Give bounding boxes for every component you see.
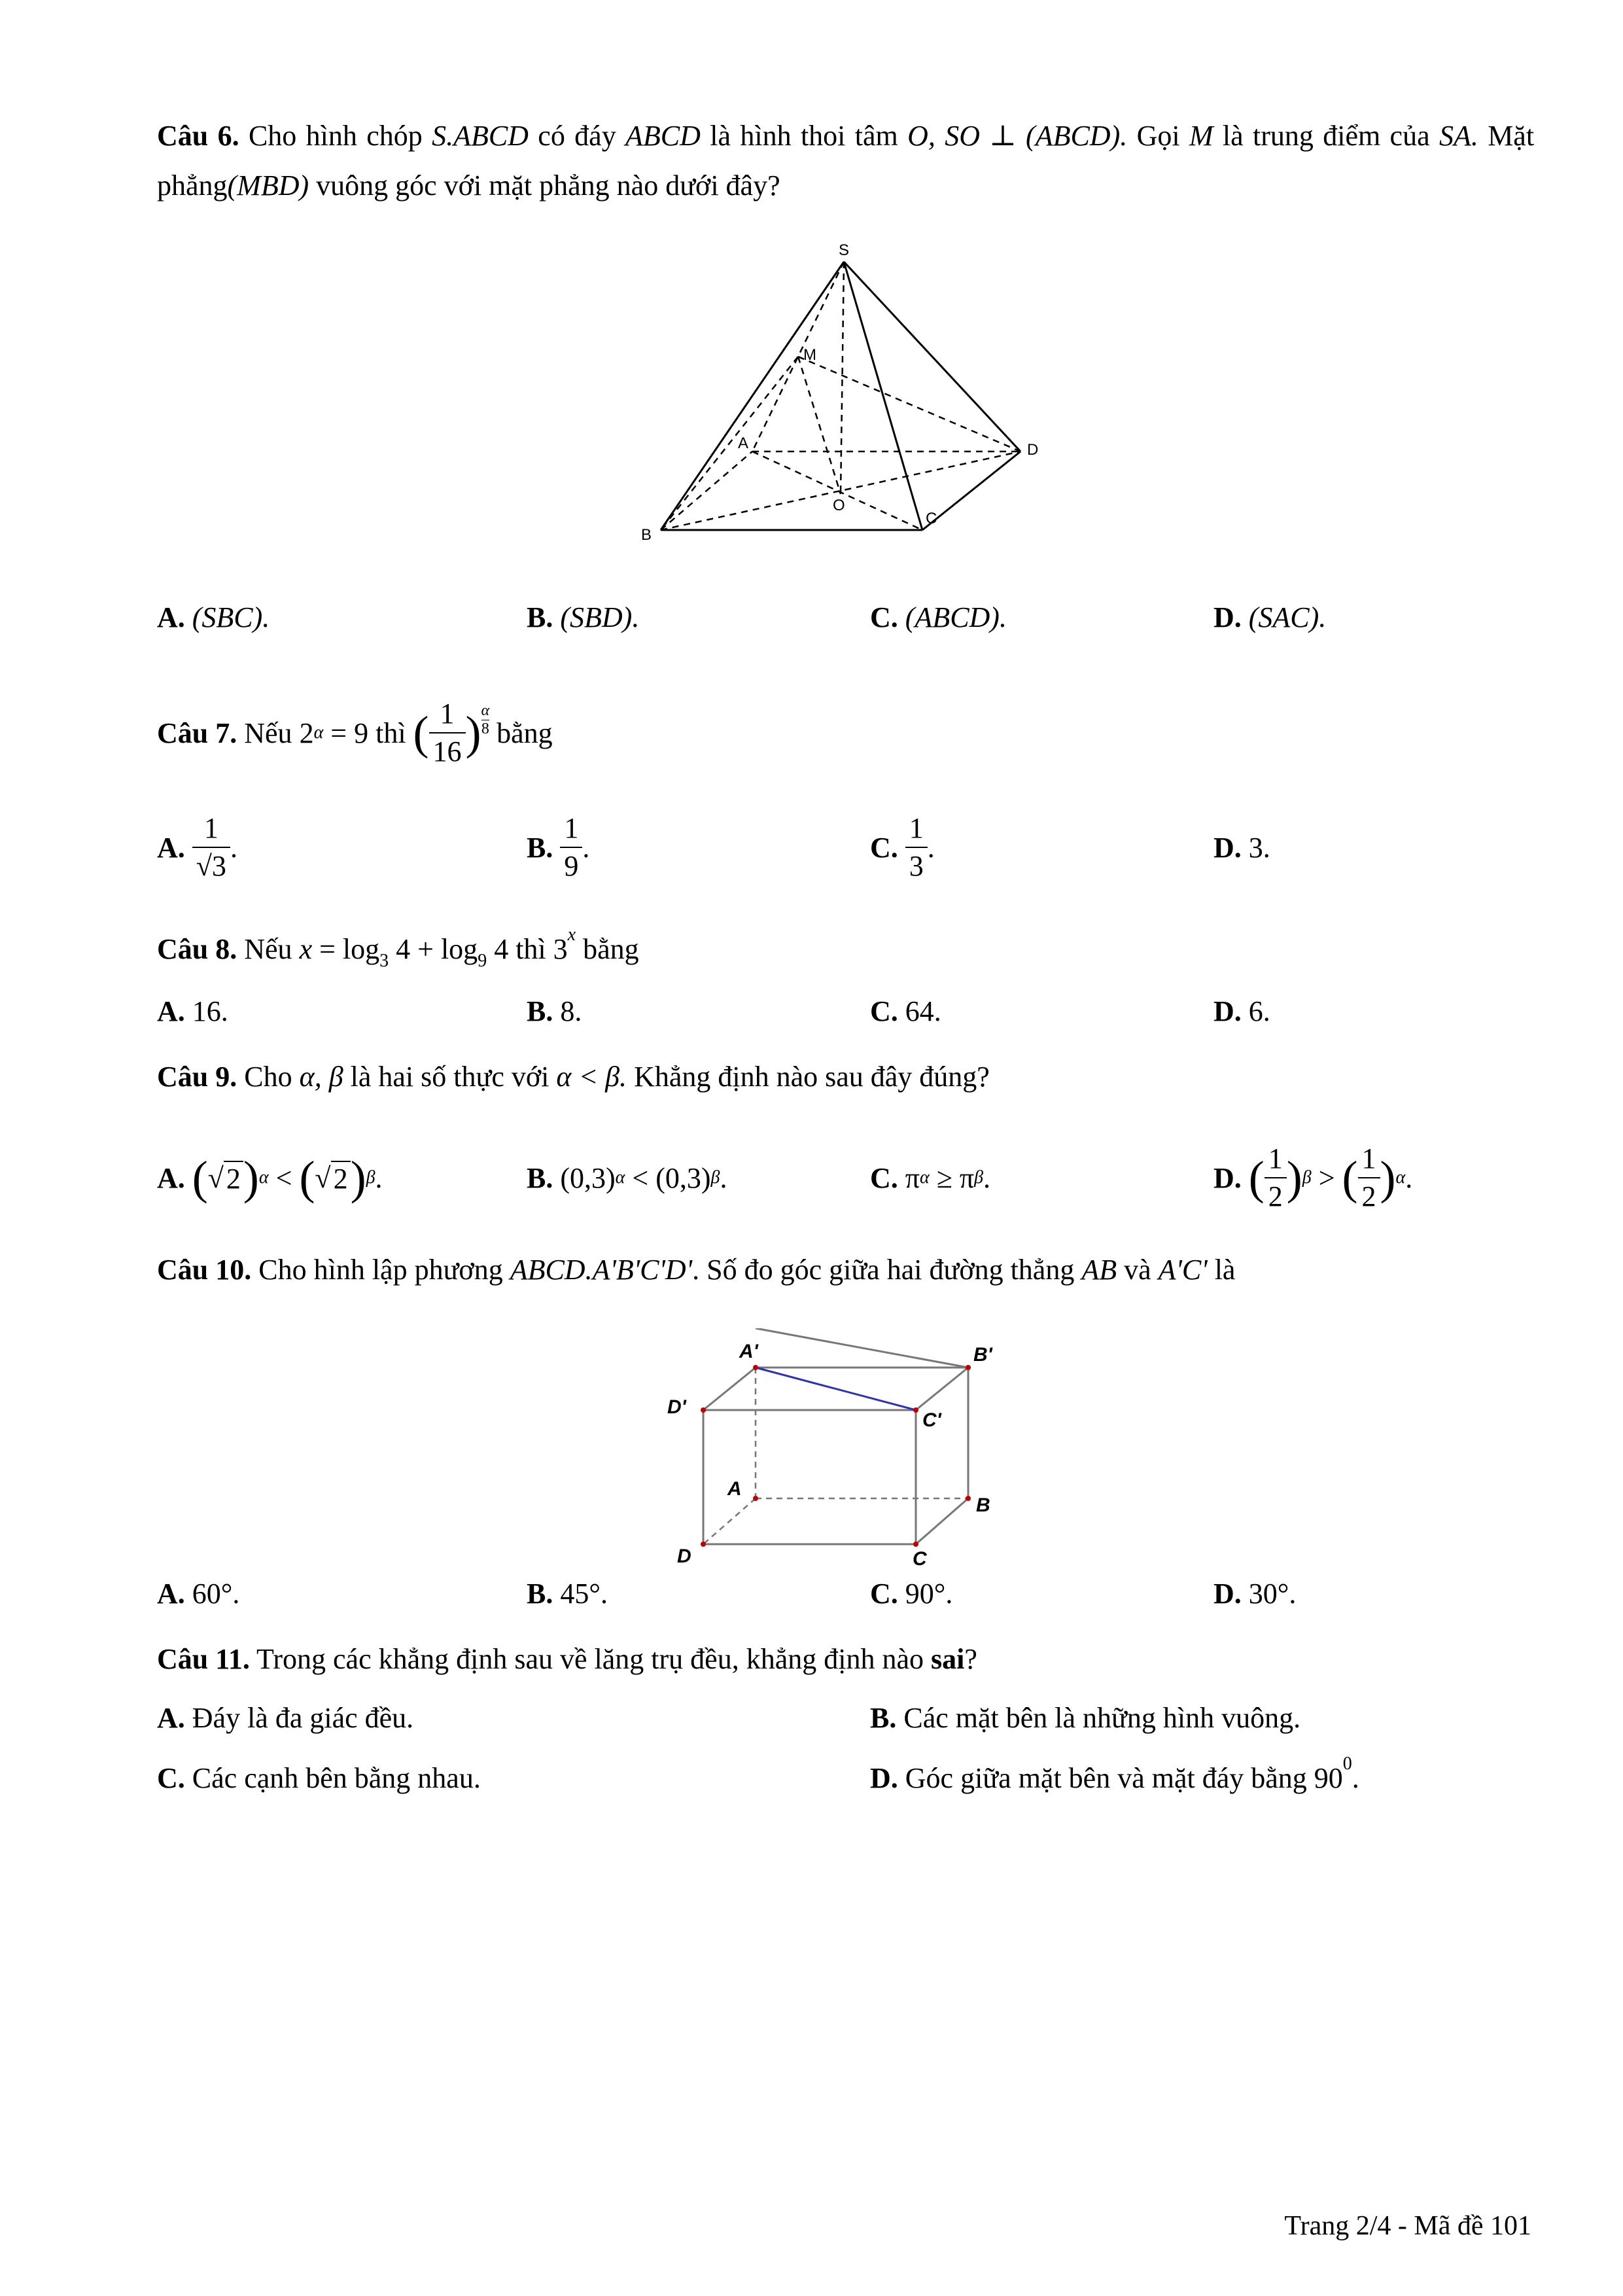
q9-option-a[interactable]: A. ( √ 2 ) α < ( √ 2 ) β . xyxy=(157,1152,383,1204)
option-fraction xyxy=(192,814,230,881)
q6-option-d[interactable] xyxy=(1213,601,1326,634)
option-tail: . xyxy=(983,1161,991,1194)
exp-num: α xyxy=(481,701,490,719)
q6-math: ABCD xyxy=(625,120,701,152)
option-text: (ABCD). xyxy=(905,601,1007,633)
option-label: B. xyxy=(527,1161,553,1194)
option-text: 16. xyxy=(192,995,228,1027)
q10-option-b[interactable] xyxy=(527,1577,608,1610)
pyramid-figure xyxy=(628,236,1060,550)
label-B-prime: B' xyxy=(973,1344,992,1366)
q9-math: π xyxy=(905,1161,920,1194)
option-label: C. xyxy=(870,1161,898,1194)
frac-den: 9 xyxy=(564,850,579,882)
q10-text: là xyxy=(1214,1254,1236,1286)
label-D: D xyxy=(1027,441,1039,459)
option-text: (SBD). xyxy=(560,601,640,633)
option-text: Đáy là đa giác đều. xyxy=(192,1702,414,1734)
option-text: 30°. xyxy=(1248,1578,1297,1610)
question-8-stem xyxy=(157,925,639,971)
sqrt-radicand: 2 xyxy=(331,1161,351,1195)
q8-text: thì xyxy=(515,933,546,965)
q8-sub: 3 xyxy=(379,951,389,971)
page-footer: Trang 2/4 - Mã đề 101 xyxy=(1284,2211,1531,2241)
q9-option-b[interactable]: B. (0,3) α < (0,3) β . xyxy=(527,1161,727,1194)
q6-text: có đáy xyxy=(538,120,616,152)
option-label: C. xyxy=(870,601,898,633)
q7-text: Nếu xyxy=(244,716,292,749)
option-tail: . xyxy=(582,831,590,864)
q6-math: S.ABCD xyxy=(432,120,529,152)
q6-math: SO xyxy=(945,120,980,152)
q8-option-a[interactable] xyxy=(157,995,228,1028)
q6-text: là trung điểm của xyxy=(1222,120,1430,152)
question-9-label: Câu 9. xyxy=(157,1061,237,1093)
label-A: A xyxy=(727,1478,742,1500)
q11-text: ? xyxy=(964,1643,977,1675)
option-label: B. xyxy=(527,995,553,1027)
q6-math: (MBD) xyxy=(227,169,309,202)
question-6-stem xyxy=(157,111,1534,211)
frac-num: 1 xyxy=(1358,1144,1380,1178)
option-label: D. xyxy=(1213,995,1242,1027)
option-label: A. xyxy=(157,601,185,633)
q9-text: là hai số thực với xyxy=(350,1061,550,1093)
option-text: Góc giữa mặt bên và mặt đáy bằng xyxy=(905,1762,1307,1794)
q11-option-c[interactable] xyxy=(157,1761,481,1795)
q6-text: Gọi xyxy=(1136,120,1180,152)
q9-math: (0,3) xyxy=(560,1161,616,1194)
q6-option-a[interactable] xyxy=(157,601,270,634)
q8-option-b[interactable] xyxy=(527,995,582,1028)
question-7-label: Câu 7. xyxy=(157,716,237,749)
label-B: B xyxy=(641,526,652,544)
label-S: S xyxy=(839,241,850,259)
q10-option-a[interactable] xyxy=(157,1577,239,1610)
q11-text: Trong các khẳng định sau về lăng trụ đều, khẳng định nào xyxy=(256,1643,924,1675)
option-tail: . xyxy=(230,831,237,864)
q7-option-b[interactable] xyxy=(527,805,589,890)
frac-den: 16 xyxy=(432,735,462,768)
option-text: 60°. xyxy=(192,1578,240,1610)
q6-math: SA. xyxy=(1439,120,1478,152)
option-fraction xyxy=(1358,1144,1380,1211)
label-C-prime: C' xyxy=(922,1409,941,1431)
option-label: B. xyxy=(527,1578,553,1610)
question-10-stem xyxy=(157,1253,1235,1286)
option-label: A. xyxy=(157,831,185,864)
option-text: Các cạnh bên bằng nhau. xyxy=(192,1762,481,1794)
label-O: O xyxy=(833,497,845,514)
q6-text: vuông góc với mặt phẳng nào dưới đây? xyxy=(316,169,780,202)
q8-math: 3 xyxy=(553,933,568,965)
option-label: D. xyxy=(1213,601,1242,633)
perp-symbol: ⊥ xyxy=(989,120,1017,152)
q6-text: Mặt phẳng xyxy=(157,120,1535,202)
option-label: A. xyxy=(157,1578,185,1610)
option-text: Các mặt bên là những hình vuông. xyxy=(903,1702,1301,1734)
frac-den: 3 xyxy=(909,850,924,882)
q7-fraction xyxy=(429,699,466,766)
q10-text: và xyxy=(1124,1254,1151,1286)
label-A-prime: A' xyxy=(739,1341,758,1362)
option-tail: . xyxy=(720,1161,727,1194)
cube-figure xyxy=(654,1328,1021,1570)
option-label: D. xyxy=(1213,1161,1242,1194)
q8-math: = log xyxy=(319,933,380,965)
q6-option-c[interactable] xyxy=(870,601,1007,634)
option-text: 3. xyxy=(1248,831,1270,864)
q7-exp-frac xyxy=(481,702,490,738)
option-label: B. xyxy=(527,831,553,864)
option-fraction xyxy=(1265,1144,1287,1211)
q11-option-d[interactable] xyxy=(870,1754,1359,1795)
label-C: C xyxy=(913,1548,927,1570)
q9-math: < (0,3) xyxy=(632,1161,711,1194)
label-A: A xyxy=(738,434,749,452)
q7-option-a[interactable] xyxy=(157,805,237,890)
gt-symbol: > xyxy=(1318,1161,1335,1194)
option-tail: . xyxy=(927,831,935,864)
option-label: A. xyxy=(157,1161,185,1194)
q6-option-b[interactable] xyxy=(527,601,639,634)
q8-text: bằng xyxy=(583,933,639,965)
label-M: M xyxy=(803,346,816,364)
option-label: C. xyxy=(157,1762,185,1794)
q11-option-b[interactable] xyxy=(870,1701,1300,1735)
degree-sup: 0 xyxy=(1342,1754,1352,1774)
option-fraction xyxy=(905,814,928,881)
q9-option-d[interactable]: D. ( $\frac{1}{2}$ ) β > ( $\frac{1}{2}$ ) α . xyxy=(1213,1142,1413,1212)
option-value: 90 xyxy=(1314,1762,1343,1794)
label-D: D xyxy=(677,1545,691,1567)
option-text: 64. xyxy=(905,995,941,1027)
frac-den: 2 xyxy=(1361,1180,1376,1212)
question-11-label: Câu 11. xyxy=(157,1643,250,1675)
option-tail: . xyxy=(1352,1762,1359,1794)
frac-num: 1 xyxy=(560,814,582,848)
q8-exp: x xyxy=(567,925,576,945)
option-fraction xyxy=(560,814,582,881)
option-tail: . xyxy=(1405,1161,1413,1194)
frac-num: 1 xyxy=(905,814,928,848)
question-8-label: Câu 8. xyxy=(157,933,237,965)
q8-sub: 9 xyxy=(478,951,487,971)
q8-math: 4 xyxy=(494,933,509,965)
q6-text: Cho hình chóp xyxy=(248,120,423,152)
q7-option-d[interactable] xyxy=(1213,805,1270,890)
q10-text: . Số đo góc giữa hai đường thẳng xyxy=(692,1254,1075,1286)
option-label: A. xyxy=(157,995,185,1027)
option-label: C. xyxy=(870,1578,898,1610)
question-9-stem xyxy=(157,1060,990,1093)
q6-text: là hình thoi tâm xyxy=(710,120,898,152)
q11-option-a[interactable] xyxy=(157,1701,413,1735)
label-C: C xyxy=(926,510,937,527)
option-label: B. xyxy=(527,601,553,633)
option-text: (SBC). xyxy=(192,601,270,633)
exp-den: 8 xyxy=(481,720,489,737)
q6-math: M xyxy=(1189,120,1213,152)
q9-math: α < β. xyxy=(556,1061,627,1093)
q10-math: ABCD.A'B'C'D' xyxy=(510,1254,693,1286)
q10-option-d[interactable] xyxy=(1213,1577,1296,1610)
q9-text: Cho xyxy=(244,1061,292,1093)
option-label: B. xyxy=(870,1702,897,1734)
q10-math: A'C' xyxy=(1158,1254,1208,1286)
q9-text: Khẳng định nào sau đây đúng? xyxy=(634,1061,990,1093)
option-label: C. xyxy=(870,831,898,864)
q7-math: 2 xyxy=(299,716,314,749)
q6-math: (ABCD). xyxy=(1026,120,1128,152)
frac-den: √3 xyxy=(196,850,226,882)
q7-option-c[interactable] xyxy=(870,805,935,890)
option-text: 90°. xyxy=(905,1578,953,1610)
lt-symbol: < xyxy=(275,1161,292,1194)
q11-emphasis: sai xyxy=(931,1643,965,1675)
option-tail: . xyxy=(375,1161,383,1194)
label-B: B xyxy=(976,1494,990,1516)
q7-text: thì xyxy=(375,716,406,749)
frac-num: 1 xyxy=(429,699,466,733)
q9-math: α, β xyxy=(299,1061,343,1093)
option-text: 6. xyxy=(1248,995,1270,1027)
q9-math: ≥ π xyxy=(936,1161,975,1194)
q7-text: bằng xyxy=(497,716,553,749)
q8-math: 4 + log xyxy=(396,933,478,965)
option-label: D. xyxy=(1213,1578,1242,1610)
option-text: 45°. xyxy=(560,1578,608,1610)
q8-option-d[interactable] xyxy=(1213,995,1270,1028)
question-6-label: Câu 6. xyxy=(157,120,239,152)
sqrt-symbol: √ xyxy=(315,1161,331,1194)
diagonal-AC-prime xyxy=(756,1368,916,1410)
frac-num: 1 xyxy=(192,814,230,848)
option-label: C. xyxy=(870,995,898,1027)
question-10-label: Câu 10. xyxy=(157,1254,252,1286)
q8-option-c[interactable] xyxy=(870,995,941,1028)
option-label: D. xyxy=(1213,831,1242,864)
frac-den: 2 xyxy=(1268,1180,1283,1212)
q7-math: = 9 xyxy=(330,716,369,749)
q10-option-c[interactable] xyxy=(870,1577,952,1610)
q9-option-c[interactable]: C. π α ≥ π β . xyxy=(870,1161,991,1194)
question-11-stem xyxy=(157,1642,977,1676)
option-label: A. xyxy=(157,1702,185,1734)
frac-num: 1 xyxy=(1265,1144,1287,1178)
q10-text: Cho hình lập phương xyxy=(258,1254,503,1286)
option-text: (SAC). xyxy=(1248,601,1327,633)
q8-text: Nếu xyxy=(244,933,292,965)
q10-math: AB xyxy=(1081,1254,1117,1286)
question-7-stem: Câu 7. Nếu 2 α = 9 thì ( $\frac{1}{16}$ ) $\frac{\alpha}{8}$ bằng xyxy=(157,698,553,768)
q6-math: O, xyxy=(907,120,935,152)
sqrt-radicand: 2 xyxy=(224,1161,243,1195)
q8-math: x xyxy=(299,933,313,965)
option-label: D. xyxy=(870,1762,898,1794)
option-text: 8. xyxy=(560,995,582,1027)
label-D-prime: D' xyxy=(667,1396,686,1418)
sqrt-symbol: √ xyxy=(207,1161,224,1194)
